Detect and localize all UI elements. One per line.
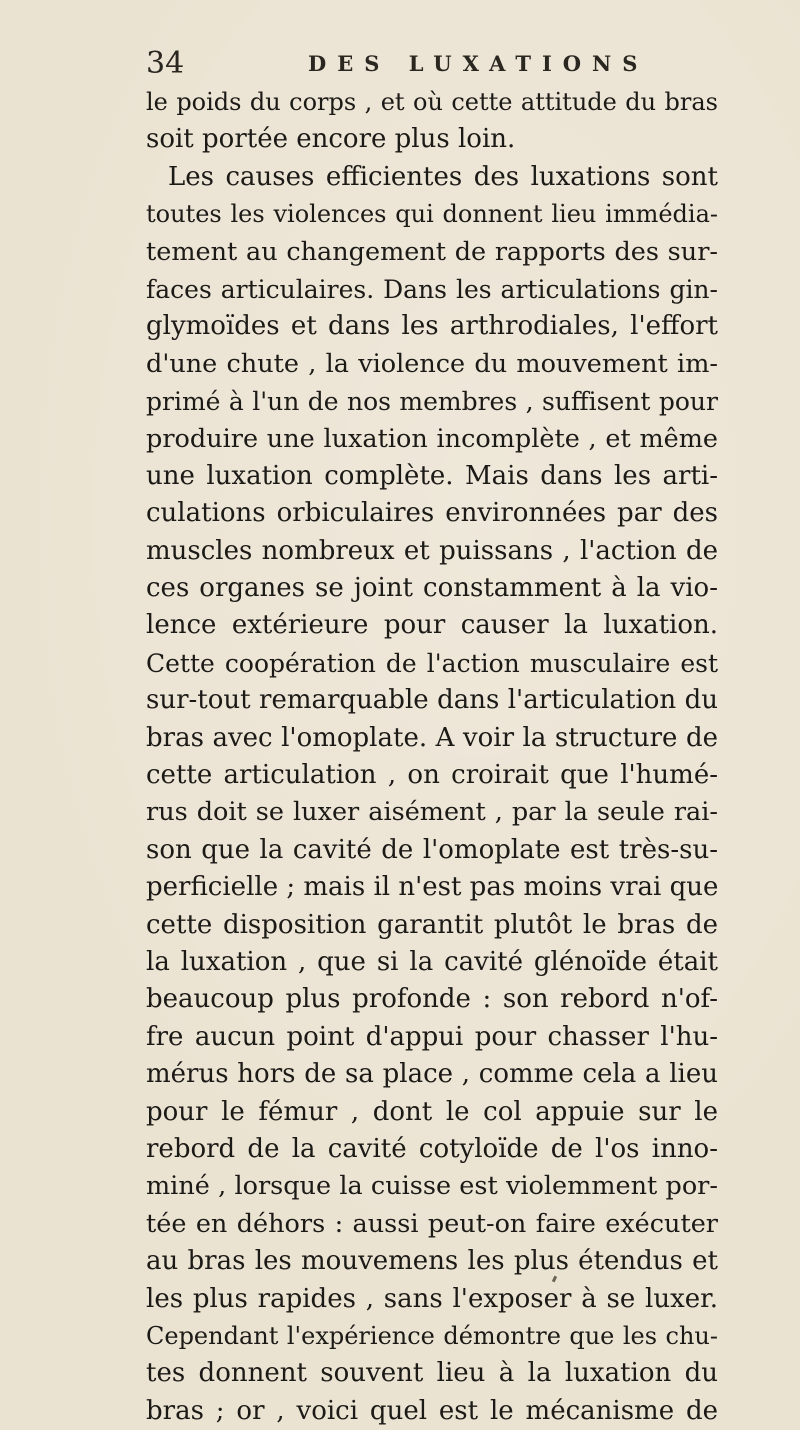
- text-line: mérus hors de sa place , comme cela a lieu: [146, 1059, 718, 1090]
- text-line: le poids du corps , et où cette attitude du bras: [146, 88, 718, 116]
- text-line: primé à l'un de nos membres , suffisent pour: [146, 387, 718, 417]
- text-line: d'une chute , la violence du mouvement im-: [146, 348, 718, 379]
- text-line: beaucoup plus profonde : son rebord n'of-: [146, 984, 718, 1015]
- text-line: rebord de la cavité cotyloïde de l'os inno-: [146, 1133, 718, 1164]
- text-line: toutes les violences qui donnent lieu immédia-: [146, 200, 718, 229]
- text-line: les plus rapides , sans l'exposer à se luxer.: [146, 1283, 718, 1314]
- text-line: tement au changement de rapports des sur-: [146, 236, 718, 267]
- text-line: sur-tout remarquable dans l'articulation du: [146, 685, 718, 716]
- text-line: tée en déhors : aussi peut-on faire exécuter: [146, 1208, 718, 1239]
- text-line: fre aucun point d'appui pour chasser l'hu-: [146, 1021, 718, 1052]
- text-line: cette articulation , on croirait que l'humé-: [146, 760, 718, 791]
- text-line: Cette coopération de l'action musculaire est: [146, 648, 718, 678]
- text-line: Cependant l'expérience démontre que les chu-: [146, 1321, 718, 1350]
- text-line: au bras les mouvemens les plus étendus et: [146, 1246, 718, 1277]
- text-line: muscles nombreux et puissans , l'action de: [146, 535, 718, 566]
- text-line: une luxation complète. Mais dans les arti-: [146, 460, 718, 491]
- text-line: cette disposition garantit plutôt le bras de: [146, 909, 718, 940]
- page-header: [146, 44, 686, 84]
- text-line: pour le fémur , dont le col appuie sur le: [146, 1096, 718, 1127]
- running-title: DES LUXATIONS: [308, 51, 649, 76]
- text-line: produire une luxation incomplète , et même: [146, 423, 718, 454]
- text-line: rus doit se luxer aisément , par la seule rai-: [146, 797, 718, 828]
- text-line: Les causes efficientes des luxations sont: [168, 161, 718, 192]
- text-line: tes donnent souvent lieu à la luxation du: [146, 1358, 718, 1389]
- body-text: [146, 84, 718, 1430]
- text-line: bras avec l'omoplate. A voir la structure de: [146, 722, 718, 753]
- text-line: culations orbiculaires environnées par des: [146, 498, 718, 529]
- text-line: son que la cavité de l'omoplate est très-su-: [146, 834, 718, 865]
- text-line: soit portée encore plus loin.: [146, 124, 516, 155]
- text-line: la luxation , que si la cavité glénoïde était: [146, 946, 718, 977]
- text-line: faces articulaires. Dans les articulations gin-: [146, 274, 718, 304]
- text-line: miné , lorsque la cuisse est violemment por-: [146, 1171, 718, 1202]
- text-line: lence extérieure pour causer la luxation.: [146, 610, 718, 641]
- text-line: glymoïdes et dans les arthrodiales, l'effort: [146, 311, 718, 342]
- text-line: perficielle ; mais il n'est pas moins vrai que: [146, 872, 719, 903]
- page-number: 34: [146, 46, 185, 81]
- text-line: ces organes se joint constamment à la vio-: [146, 573, 718, 604]
- text-line: bras ; or , voici quel est le mécanisme de: [146, 1395, 718, 1426]
